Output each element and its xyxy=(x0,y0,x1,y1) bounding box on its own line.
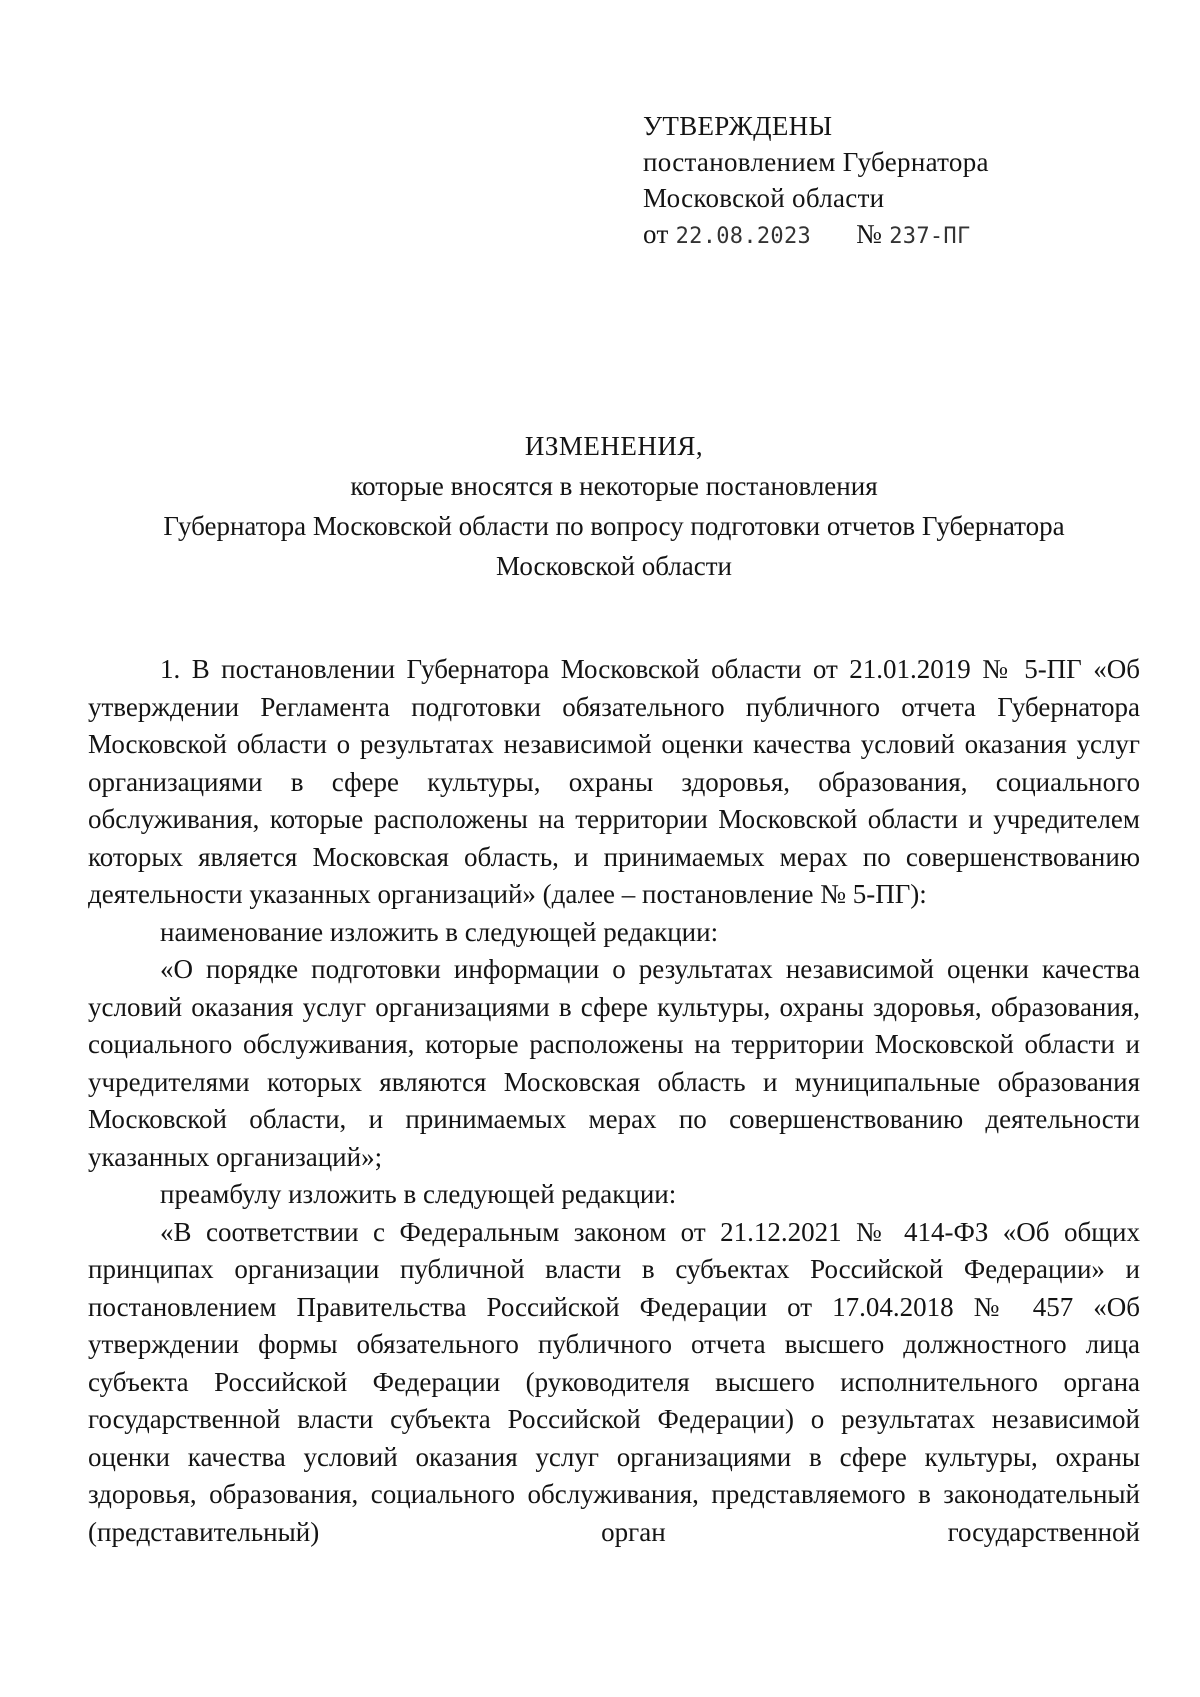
document-subtitle-line-2: Губернатора Московской области по вопросу подготовки отчетов Губернатора xyxy=(163,511,1065,541)
document-body xyxy=(88,651,1140,1551)
document-title: ИЗМЕНЕНИЯ, xyxy=(524,431,704,461)
body-paragraph-3: «О порядке подготовки информации о результатах независимой оценки качества условий оказания услуг организациями в сфере культуры, охраны здоровья, образования, социального обслуживания, которые расположены на территории Московской области и учредителями которых являются Московская область и муниципальные образования Московской области, и принимаемых мерах по совершенствованию деятельности указанных организаций»; xyxy=(88,954,1140,1172)
approval-date-line xyxy=(643,216,989,255)
body-paragraph-4: преамбулу изложить в следующей редакции: xyxy=(160,1179,677,1209)
approval-block xyxy=(643,108,989,255)
number-label: № xyxy=(856,219,883,249)
approval-line-2: Московской области xyxy=(643,183,885,213)
document-subtitle-line-1: которые вносятся в некоторые постановления xyxy=(350,471,878,501)
date-prefix: от xyxy=(643,219,669,249)
approval-line-1: постановлением Губернатора xyxy=(643,147,989,177)
approval-number: 237-ПГ xyxy=(889,224,971,249)
approval-heading: УТВЕРЖДЕНЫ xyxy=(643,111,833,141)
document-subtitle-line-3: Московской области xyxy=(495,551,732,581)
body-paragraph-2: наименование изложить в следующей редакции: xyxy=(160,916,719,947)
body-paragraph-5: «В соответствии с Федеральным законом от 21.12.2021 № 414-ФЗ «Об общих принципах организации публичной власти в субъектах Российской Федерации» и постановлением Правительства Российской Федерации от 17.04.2018 № 457 «Об утверждении формы обязательного публичного отчета высшего должностного лица субъекта Российской Федерации (руководителя высшего исполнительного органа государственной власти субъекта Российской Федерации) о результатах независимой оценки качества условий оказания услуг организациями в сфере культуры, охраны здоровья, образования, социального обслуживания, представляемого в законодательный (представительный) орган государственной xyxy=(88,1216,1140,1547)
body-paragraph-1: 1. В постановлении Губернатора Московской области от 21.01.2019 № 5-ПГ «Об утверждении Регламента подготовки обязательного публичного отчета Губернатора Московской области о результатах независимой оценки качества условий оказания услуг организациями в сфере культуры, охраны здоровья, образования, социального обслуживания, которые расположены на территории Московской области и учредителем которых является Московская область, и принимаемых мерах по совершенствованию деятельности указанных организаций» (далее – постановление № 5-ПГ): xyxy=(88,654,1140,909)
approval-date: 22.08.2023 xyxy=(675,224,812,249)
document-title-block xyxy=(88,426,1140,586)
